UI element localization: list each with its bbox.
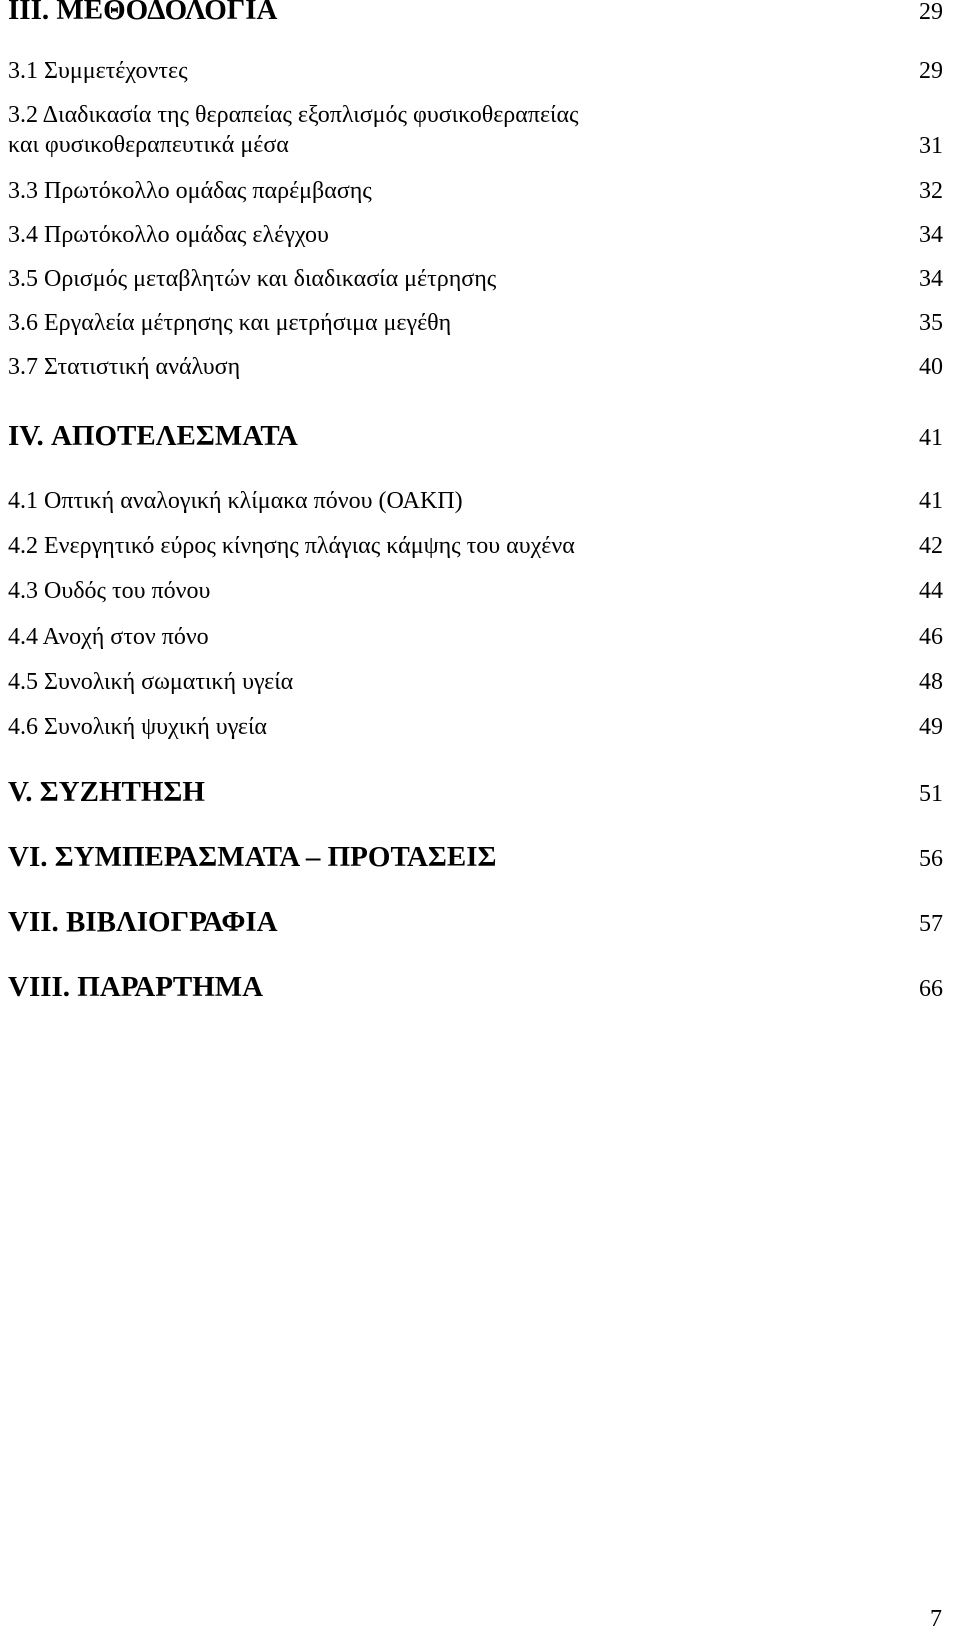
toc-entry-4-2[interactable] xyxy=(8,533,943,560)
toc-entry-title: 3.5 Ορισμός μεταβλητών και διαδικασία μέτρησης xyxy=(8,266,497,292)
toc-entry-chapter-5[interactable] xyxy=(8,776,943,809)
toc-entry-chapter-7[interactable] xyxy=(8,906,943,939)
toc-entry-chapter-3[interactable] xyxy=(8,0,943,27)
toc-entry-page: 41 xyxy=(919,488,943,514)
toc-entry-title: 3.4 Πρωτόκολλο ομάδας ελέγχου xyxy=(8,222,329,248)
toc-entry-title-line-2: και φυσικοθεραπευτικά μέσα xyxy=(8,132,289,158)
toc-entry-title: 4.3 Ουδός του πόνου xyxy=(8,578,211,604)
toc-entry-title: 4.5 Συνολική σωματική υγεία xyxy=(8,669,294,695)
toc-entry-page: 49 xyxy=(919,714,943,740)
toc-entry-page: 34 xyxy=(919,266,943,292)
toc-entry-3-5[interactable] xyxy=(8,266,943,293)
toc-entry-page: 29 xyxy=(919,0,943,25)
toc-entry-4-1[interactable] xyxy=(8,488,943,515)
toc-entry-title: 4.2 Ενεργητικό εύρος κίνησης πλάγιας κάμψης του αυχένα xyxy=(8,533,575,559)
toc-entry-title: 3.1 Συμμετέχοντες xyxy=(8,58,188,84)
toc-entry-page: 42 xyxy=(919,533,943,559)
toc-entry-title: VIII. ΠΑΡΑΡΤΗΜΑ xyxy=(8,971,264,1003)
toc-entry-title: V. ΣΥΖΗΤΗΣΗ xyxy=(8,776,205,808)
toc-entry-3-2[interactable] xyxy=(8,100,943,160)
toc-entry-chapter-8[interactable] xyxy=(8,971,943,1004)
toc-entry-4-4[interactable] xyxy=(8,624,943,651)
toc-entry-page: 34 xyxy=(919,222,943,248)
toc-entry-page: 56 xyxy=(919,846,943,872)
toc-entry-title: 4.1 Οπτική αναλογική κλίμακα πόνου (ΟΑΚΠ) xyxy=(8,488,463,514)
toc-entry-3-1[interactable] xyxy=(8,58,943,85)
toc-entry-title: IV. ΑΠΟΤΕΛΕΣΜΑΤΑ xyxy=(8,420,298,452)
toc-entry-4-5[interactable] xyxy=(8,669,943,696)
toc-entry-3-7[interactable] xyxy=(8,354,943,381)
toc-entry-page: 32 xyxy=(919,178,943,204)
toc-entry-page: 48 xyxy=(919,669,943,695)
page-number: 7 xyxy=(930,1606,942,1632)
toc-entry-title-line-1: 3.2 Διαδικασία της θεραπείας εξοπλισμός φυσικοθεραπείας xyxy=(8,102,579,128)
toc-entry-title: 4.4 Ανοχή στον πόνο xyxy=(8,624,209,650)
toc-entry-page: 66 xyxy=(919,976,943,1002)
toc-entry-title: 3.3 Πρωτόκολλο ομάδας παρέμβασης xyxy=(8,178,372,204)
toc-entry-4-3[interactable] xyxy=(8,578,943,605)
toc-entry-page: 31 xyxy=(919,133,943,159)
toc-entry-page: 57 xyxy=(919,911,943,937)
toc-entry-page: 41 xyxy=(919,425,943,451)
toc-entry-title: VI. ΣΥΜΠΕΡΑΣΜΑΤΑ – ΠΡΟΤΑΣΕΙΣ xyxy=(8,841,497,873)
toc-entry-page: 29 xyxy=(919,58,943,84)
toc-entry-page: 35 xyxy=(919,310,943,336)
toc-entry-title: 3.6 Εργαλεία μέτρησης και μετρήσιμα μεγέθη xyxy=(8,310,452,336)
toc-entry-3-4[interactable] xyxy=(8,222,943,249)
toc-entry-chapter-4[interactable] xyxy=(8,420,943,453)
toc-entry-page: 44 xyxy=(919,578,943,604)
toc-entry-title: VII. ΒΙΒΛΙΟΓΡΑΦΙΑ xyxy=(8,906,278,938)
toc-entry-3-6[interactable] xyxy=(8,310,943,337)
toc-entry-page: 51 xyxy=(919,781,943,807)
toc-entry-page: 46 xyxy=(919,624,943,650)
toc-entry-title: 3.7 Στατιστική ανάλυση xyxy=(8,354,241,380)
toc-entry-4-6[interactable] xyxy=(8,714,943,741)
toc-entry-3-3[interactable] xyxy=(8,178,943,205)
toc-entry-chapter-6[interactable] xyxy=(8,841,943,874)
toc-entry-title: 4.6 Συνολική ψυχική υγεία xyxy=(8,714,267,740)
toc-entry-title: III. ΜΕΘΟΔΟΛΟΓΙΑ xyxy=(8,0,278,26)
toc-entry-page: 40 xyxy=(919,354,943,380)
toc-entry-title xyxy=(8,100,579,160)
